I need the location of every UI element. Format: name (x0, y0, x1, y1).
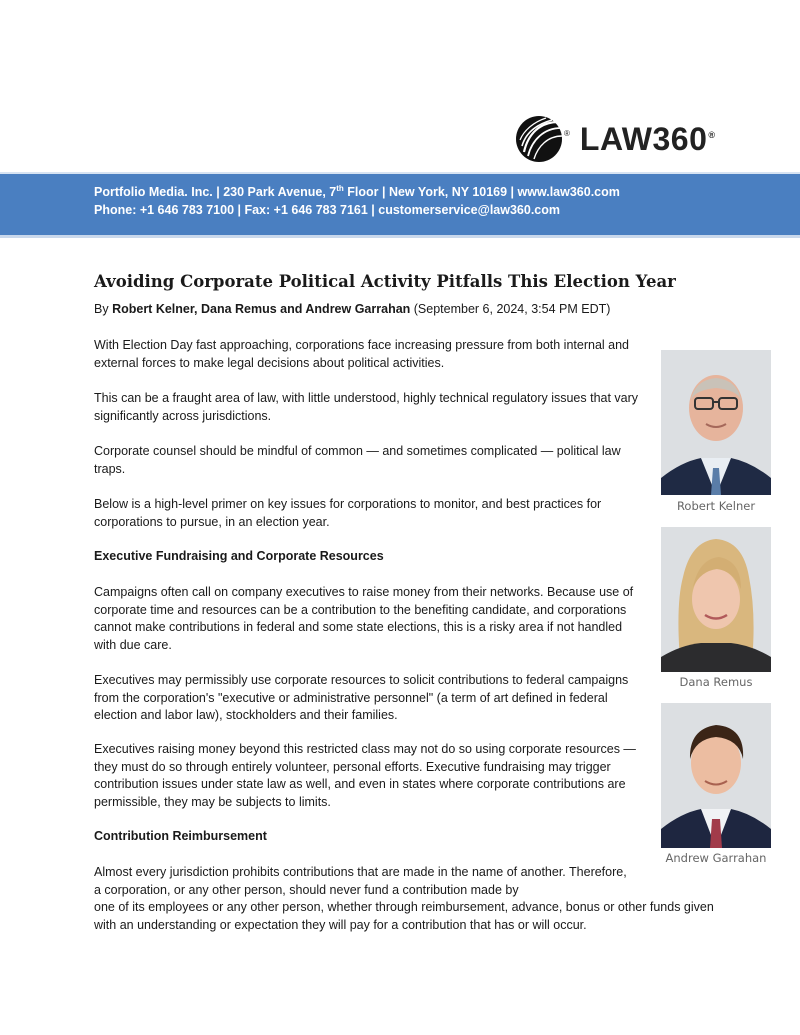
law360-globe-icon (514, 114, 564, 164)
publisher-contact: Phone: +1 646 783 7100 | Fax: +1 646 783 7161 | customerservice@law360.com (94, 203, 561, 217)
paragraph-4: Below is a high-level primer on key issues for corporations to monitor, and best practices for corporations to pursue, in an election year. (94, 497, 602, 529)
paragraph-7: Executives raising money beyond this restricted class may not do so using corporate resources — they must do so through entirely volunteer, personal efforts. Executive fundraising may trigger contribution issues under state law as well, and even in states where corporate contributions are permissible, they may be subjects to limits. (94, 742, 636, 809)
author-photo-andrew-garrahan (661, 703, 771, 848)
author-photo-dana-remus (661, 527, 771, 672)
paragraph-1: With Election Day fast approaching, corporations face increasing pressure from both internal and external forces to make legal decisions about political activities. (94, 338, 630, 370)
section-heading-executive-fundraising: Executive Fundraising and Corporate Resources (94, 549, 384, 563)
paragraph-5: Campaigns often call on company executives to raise money from their networks. Because use of corporate time and resources can be a contribution to the benefiting candidate, and corporations cannot make contributions in federal and some state elections, this is a risky area if not handled with due care. (94, 585, 634, 652)
section-heading-contribution-reimbursement: Contribution Reimbursement (94, 829, 267, 843)
law360-logo (514, 114, 716, 164)
paragraph-8a: Almost every jurisdiction prohibits contributions that are made in the name of another. Therefore, a corporation, or any other person, should never fund a contribution made by (94, 865, 627, 897)
author-photo-robert-kelner (661, 350, 771, 495)
author-caption-robert-kelner: Robert Kelner (676, 499, 756, 513)
paragraph-3: Corporate counsel should be mindful of common — and sometimes complicated — political law traps. (94, 444, 621, 476)
paragraph-8b: one of its employees or any other person, whether through reimbursement, advance, bonus or other funds given with an understanding or expectation they will pay for a contribution that has or will occur. (94, 900, 714, 932)
article-authors: Robert Kelner, Dana Remus and Andrew Garrahan (112, 302, 411, 316)
paragraph-6: Executives may permissibly use corporate resources to solicit contributions to federal campaigns from the corporation's "executive or administrative personnel" (a term of art defined in federal election and labor law), stockholders and their families. (94, 673, 629, 722)
logo-registered-mark: ® (564, 128, 570, 138)
article-date: (September 6, 2024, 3:54 PM EDT) (410, 302, 611, 316)
paragraph-2: This can be a fraught area of law, with little understood, highly technical regulatory issues that vary significantly across jurisdictions. (94, 391, 639, 423)
article-title: Avoiding Corporate Political Activity Pitfalls This Election Year (94, 272, 676, 291)
publisher-banner (0, 172, 800, 238)
logo-text: LAW360® (579, 120, 716, 157)
publisher-address: Portfolio Media. Inc. | 230 Park Avenue, 7th Floor | New York, NY 10169 | www.law360.com (94, 184, 620, 200)
author-caption-andrew-garrahan: Andrew Garrahan (665, 851, 767, 865)
article-byline: By Robert Kelner, Dana Remus and Andrew Garrahan (September 6, 2024, 3:54 PM EDT) (94, 302, 611, 316)
author-caption-dana-remus: Dana Remus (679, 675, 753, 689)
